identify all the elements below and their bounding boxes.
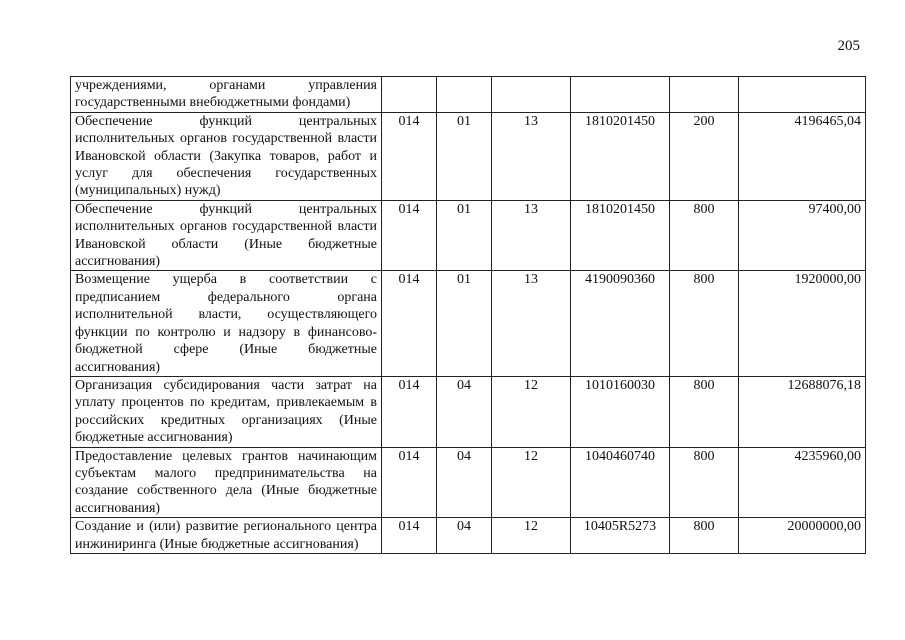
- ministry-code: 014: [382, 518, 437, 554]
- ministry-code: 014: [382, 447, 437, 518]
- amount: 97400,00: [739, 200, 866, 271]
- amount: 4235960,00: [739, 447, 866, 518]
- table-row: [71, 447, 866, 518]
- section-code: 04: [437, 447, 492, 518]
- amount: 20000000,00: [739, 518, 866, 554]
- subsection-code: 13: [492, 112, 571, 200]
- target-article-code: 10405R5273: [571, 518, 670, 554]
- ministry-code: 014: [382, 112, 437, 200]
- expense-type-code: 800: [670, 271, 739, 376]
- section-code: 04: [437, 518, 492, 554]
- target-article-code: 1810201450: [571, 112, 670, 200]
- section-code: 01: [437, 271, 492, 376]
- table-row: [71, 518, 866, 554]
- section-code: 04: [437, 376, 492, 447]
- subsection-code: 12: [492, 518, 571, 554]
- expense-description: Возмещение ущерба в соответствии с предписанием федерального органа исполнительной власти, осуществляющего функции по контролю и надзору в финансово-бюджетной сфере (Иные бюджетные ассигнования): [71, 271, 382, 376]
- ministry-code: [382, 77, 437, 113]
- amount: 1920000,00: [739, 271, 866, 376]
- expense-type-code: [670, 77, 739, 113]
- table-row: [71, 77, 866, 113]
- expense-type-code: 800: [670, 518, 739, 554]
- amount: 4196465,04: [739, 112, 866, 200]
- page-number: 205: [837, 38, 860, 54]
- subsection-code: 13: [492, 200, 571, 271]
- subsection-code: 12: [492, 447, 571, 518]
- amount: [739, 77, 866, 113]
- ministry-code: 014: [382, 271, 437, 376]
- ministry-code: 014: [382, 376, 437, 447]
- section-code: 01: [437, 200, 492, 271]
- budget-table: [70, 76, 866, 554]
- expense-description: Предоставление целевых грантов начинающим субъектам малого предпринимательства на создание собственного дела (Иные бюджетные ассигнования): [71, 447, 382, 518]
- target-article-code: 1040460740: [571, 447, 670, 518]
- subsection-code: 13: [492, 271, 571, 376]
- expense-description: учреждениями, органами управления государственными внебюджетными фондами): [71, 77, 382, 113]
- target-article-code: [571, 77, 670, 113]
- ministry-code: 014: [382, 200, 437, 271]
- subsection-code: [492, 77, 571, 113]
- expense-description: Создание и (или) развитие регионального центра инжиниринга (Иные бюджетные ассигнования): [71, 518, 382, 554]
- expense-description: Обеспечение функций центральных исполнительных органов государственной власти Ивановской области (Иные бюджетные ассигнования): [71, 200, 382, 271]
- expense-type-code: 800: [670, 447, 739, 518]
- expense-type-code: 800: [670, 376, 739, 447]
- amount: 12688076,18: [739, 376, 866, 447]
- section-code: 01: [437, 112, 492, 200]
- target-article-code: 1810201450: [571, 200, 670, 271]
- table-row: [71, 376, 866, 447]
- target-article-code: 4190090360: [571, 271, 670, 376]
- subsection-code: 12: [492, 376, 571, 447]
- section-code: [437, 77, 492, 113]
- expense-description: Обеспечение функций центральных исполнительных органов государственной власти Ивановской области (Закупка товаров, работ и услуг для обеспечения государственных (муниципальных) нужд): [71, 112, 382, 200]
- table-row: [71, 112, 866, 200]
- expense-description: Организация субсидирования части затрат на уплату процентов по кредитам, привлекаемым в российских кредитных организациях (Иные бюджетные ассигнования): [71, 376, 382, 447]
- expense-type-code: 800: [670, 200, 739, 271]
- expense-type-code: 200: [670, 112, 739, 200]
- table-row: [71, 200, 866, 271]
- table-row: [71, 271, 866, 376]
- target-article-code: 1010160030: [571, 376, 670, 447]
